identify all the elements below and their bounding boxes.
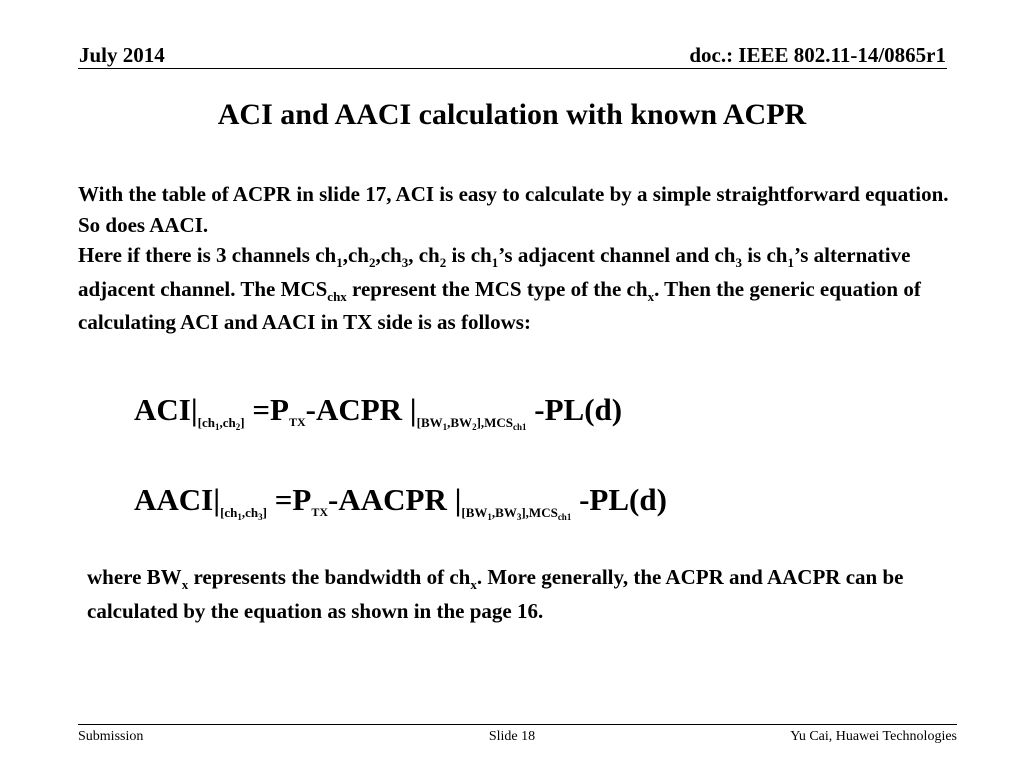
- subscript: 3: [735, 255, 742, 270]
- where-text: [87, 562, 947, 626]
- text-run: , ch: [408, 243, 440, 267]
- slide-title: ACI and AACI calculation with known ACPR: [217, 98, 807, 131]
- text-run: ]: [262, 505, 267, 520]
- body-paragraph-1: With the table of ACPR in slide 17, ACI is easy to calculate by a simple straightforward equation. So does AACI.: [78, 182, 949, 237]
- subscript: 1: [491, 255, 499, 270]
- text-run: ],MCS: [521, 505, 558, 520]
- eq-mid: -ACPR |: [305, 392, 417, 427]
- subscript: 1: [237, 512, 242, 522]
- text-run: ,ch: [342, 243, 369, 267]
- text-run: [BW: [416, 415, 443, 430]
- subscript: 3: [401, 255, 409, 270]
- footer-divider: [78, 724, 957, 725]
- subscript: ch1: [513, 422, 527, 432]
- text-run: [ch: [197, 415, 216, 430]
- eq-bw-label: [417, 415, 527, 430]
- subscript: 2: [472, 422, 477, 432]
- subscript: 1: [787, 255, 794, 270]
- subscript: 3: [258, 512, 263, 522]
- eq-p: =P: [244, 392, 289, 427]
- text-run: Here if there is 3 channels ch: [78, 243, 337, 267]
- eq-p: =P: [267, 482, 312, 517]
- eq-tx-subscript: TX: [288, 415, 306, 429]
- eq-tail: -PL(d): [526, 392, 623, 427]
- header-doc-id: doc.: IEEE 802.11-14/0865r1: [689, 43, 946, 67]
- footer-submission: Submission: [78, 729, 144, 744]
- text-run: is ch: [446, 243, 492, 267]
- aaci-equation: [134, 480, 667, 527]
- text-run: ,ch: [375, 243, 402, 267]
- subscript: x: [470, 577, 477, 592]
- subscript: ch1: [557, 512, 572, 522]
- text-run: is ch: [741, 243, 788, 267]
- subscript: 1: [215, 422, 220, 432]
- eq-tail: -PL(d): [571, 482, 667, 517]
- subscript: 1: [487, 512, 492, 522]
- text-run: ,BW: [447, 415, 473, 430]
- text-run: ]: [240, 415, 245, 430]
- body-text: [78, 179, 958, 338]
- text-run: [ch: [220, 505, 238, 520]
- footer-slide-number: Slide 18: [488, 729, 536, 744]
- eq-lhs: AACI|: [134, 482, 221, 517]
- subscript: x: [647, 288, 655, 304]
- eq-mid: -AACPR |: [328, 482, 462, 517]
- subscript: 1: [442, 422, 448, 432]
- body-paragraph-2: [78, 240, 958, 338]
- text-run: ,ch: [241, 505, 259, 520]
- text-run: ],MCS: [476, 415, 514, 430]
- text-run: ,BW: [491, 505, 517, 520]
- subscript: x: [181, 577, 189, 592]
- where-paragraph: [87, 562, 947, 626]
- subscript: 2: [235, 422, 241, 432]
- eq-channel-label: [198, 415, 245, 430]
- text-run: . More generally, the ACPR and AACPR can be calculated by the equation as shown in the page 16.: [87, 565, 904, 623]
- subscript: chx: [327, 288, 347, 304]
- text-run: ’s adjacent channel and ch: [498, 243, 736, 267]
- text-run: . Then the generic equation of calculating ACI and AACI in TX side is as follows:: [78, 276, 921, 334]
- text-run: [BW: [461, 505, 488, 520]
- eq-lhs: ACI|: [134, 392, 198, 427]
- text-run: where BW: [87, 565, 182, 589]
- header-divider: [78, 68, 947, 69]
- text-run: ,ch: [219, 415, 236, 430]
- subscript: 3: [516, 512, 522, 522]
- eq-tx-subscript: TX: [311, 505, 329, 519]
- subscript: 2: [368, 255, 376, 270]
- eq-channel-label: [220, 505, 267, 520]
- text-run: ’s alternative adjacent channel. The MCS: [78, 243, 911, 301]
- subscript: 1: [336, 255, 343, 270]
- aci-equation: [134, 390, 622, 437]
- text-run: represents the bandwidth of ch: [188, 565, 471, 589]
- footer-author: Yu Cai, Huawei Technologies: [790, 729, 957, 744]
- text-run: represent the MCS type of the ch: [346, 276, 648, 301]
- eq-bw-label: [461, 505, 571, 520]
- header-date: July 2014: [79, 43, 165, 67]
- subscript: 2: [439, 255, 447, 270]
